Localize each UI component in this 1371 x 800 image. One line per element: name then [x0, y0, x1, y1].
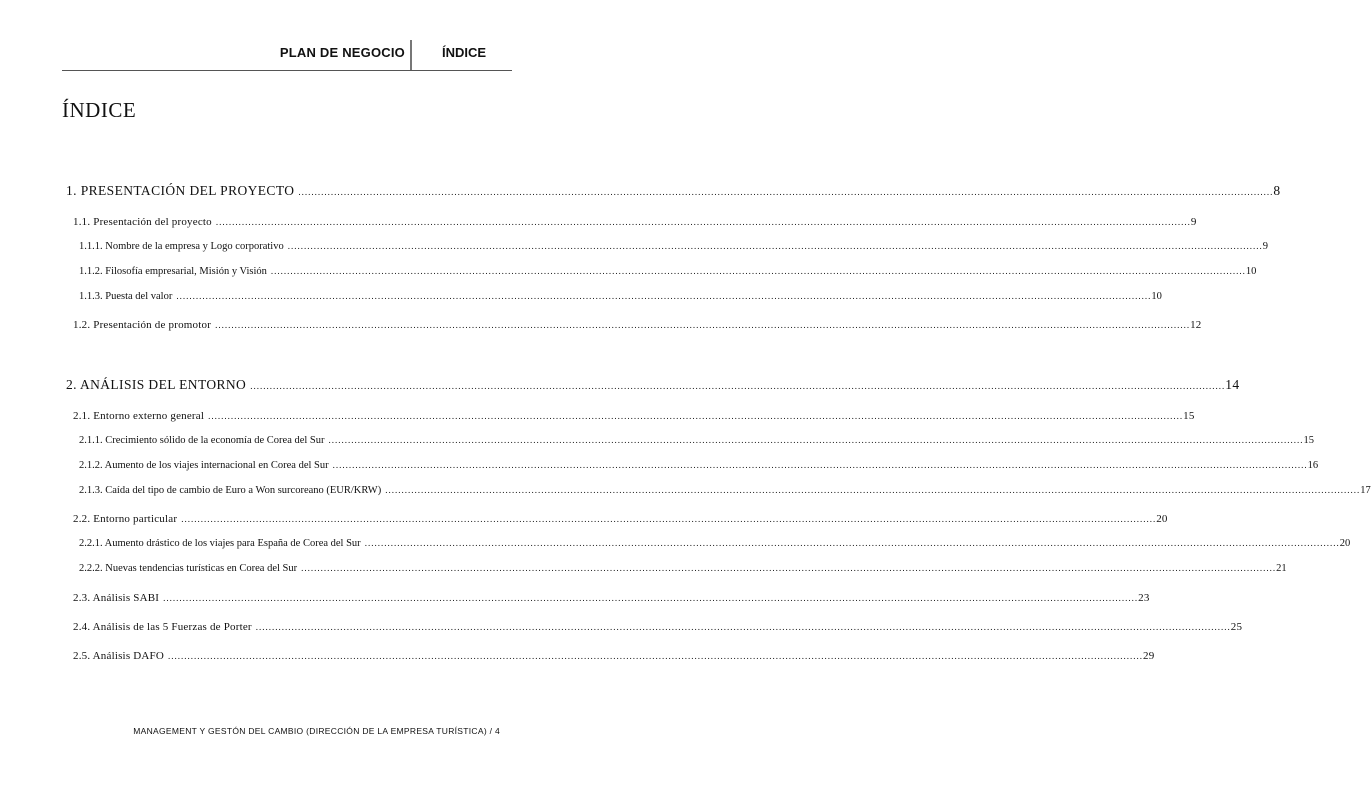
toc-entry-text: 2.4. Análisis de las 5 Fuerzas de Porter — [73, 621, 252, 633]
toc-entry-text: 1.1.3. Puesta del valor — [79, 291, 173, 302]
toc-entry-page: 16 — [1307, 460, 1319, 471]
toc-leader: ............................................................................................................................................................................................................................................................................................................ — [328, 435, 1304, 445]
toc-leader: ............................................................................................................................................................................................................................................................................................................ — [332, 460, 1308, 470]
toc-entry-text: 2.1.1. Crecimiento sólido de la economía de Corea del Sur — [79, 435, 325, 446]
toc-leader: ............................................................................................................................................................................................................................................................................................................ — [298, 187, 1274, 197]
toc-entry-page: 29 — [1143, 650, 1155, 662]
toc-entry-page: 9 — [1190, 216, 1197, 228]
toc-entry-page: 23 — [1138, 592, 1150, 604]
toc-entry-1-2[interactable] — [73, 319, 1202, 331]
toc-entry-1-1-3[interactable] — [79, 291, 1162, 302]
toc-leader: ............................................................................................................................................................................................................................................................................................................ — [215, 320, 1191, 330]
toc-entry-2[interactable] — [66, 377, 1240, 393]
toc-leader: ............................................................................................................................................................................................................................................................................................................ — [181, 514, 1157, 524]
toc-entry-text: 2.1. Entorno externo general — [73, 410, 205, 422]
toc-entry-1[interactable] — [66, 183, 1281, 199]
toc-entry-text: 1.1. Presentación del proyecto — [73, 216, 212, 228]
toc-leader: ............................................................................................................................................................................................................................................................................................................ — [208, 411, 1184, 421]
toc-leader: ............................................................................................................................................................................................................................................................................................................ — [301, 563, 1277, 573]
toc-entry-page: 15 — [1183, 410, 1195, 422]
toc-leader: ............................................................................................................................................................................................................................................................................................................ — [385, 485, 1361, 495]
toc-entry-1-1-1[interactable] — [79, 241, 1268, 252]
toc-entry-text: 1.1.1. Nombre de la empresa y Logo corporativo — [79, 241, 284, 252]
page-header — [62, 36, 512, 71]
header-document-title: PLAN DE NEGOCIO — [279, 45, 405, 60]
page-title: ÍNDICE — [62, 98, 137, 122]
toc-entry-2-4[interactable] — [73, 621, 1243, 633]
toc-entry-page: 10 — [1151, 291, 1162, 302]
toc-leader: ............................................................................................................................................................................................................................................................................................................ — [270, 266, 1246, 276]
toc-leader: ............................................................................................................................................................................................................................................................................................................ — [287, 241, 1263, 251]
toc-entry-text: 2.5. Análisis DAFO — [73, 650, 164, 662]
toc-entry-2-2[interactable] — [73, 513, 1168, 525]
toc-entry-page: 12 — [1190, 319, 1202, 331]
toc-leader: ............................................................................................................................................................................................................................................................................................................ — [364, 538, 1340, 548]
page-footer: MANAGEMENT Y GESTÓN DEL CAMBIO (DIRECCIÓN DE LA EMPRESA TURÍSTICA) / 4 — [133, 726, 500, 736]
toc-leader: ............................................................................................................................................................................................................................................................................................................ — [255, 622, 1231, 632]
toc-entry-2-2-1[interactable] — [79, 538, 1351, 549]
toc-entry-page: 17 — [1360, 485, 1371, 496]
toc-entry-text: 2.1.3. Caída del tipo de cambio de Euro a Won surcoreano (EUR/KRW) — [79, 485, 382, 496]
toc-entry-page: 14 — [1225, 377, 1240, 392]
toc-leader: ............................................................................................................................................................................................................................................................................................................ — [250, 381, 1226, 391]
toc-entry-text: 2.2. Entorno particular — [73, 513, 178, 525]
toc-entry-page: 9 — [1262, 241, 1268, 252]
toc-entry-page: 8 — [1273, 183, 1281, 198]
toc-entry-page: 10 — [1245, 266, 1257, 277]
toc-entry-text: 2.1.2. Aumento de los viajes internacional en Corea del Sur — [79, 460, 329, 471]
toc-entry-2-3[interactable] — [73, 592, 1150, 604]
toc-entry-text: 1.1.2. Filosofía empresarial, Misión y Visión — [79, 266, 267, 277]
toc-leader: ............................................................................................................................................................................................................................................................................................................ — [163, 593, 1139, 603]
toc-entry-text: 1.2. Presentación de promotor — [73, 319, 212, 331]
toc-entry-page: 25 — [1230, 621, 1243, 633]
toc-entry-text: 2. ANÁLISIS DEL ENTORNO — [66, 377, 247, 392]
header-divider — [410, 40, 412, 70]
toc-entry-page: 21 — [1276, 563, 1287, 574]
toc-entry-text: 2.2.1. Aumento drástico de los viajes para España de Corea del Sur — [79, 538, 361, 549]
toc-entry-page: 20 — [1156, 513, 1168, 525]
toc-entry-text: 2.2.2. Nuevas tendencias turísticas en Corea del Sur — [79, 563, 298, 574]
toc-entry-2-1-1[interactable] — [79, 435, 1315, 446]
toc-leader: ............................................................................................................................................................................................................................................................................................................ — [176, 291, 1152, 301]
toc-leader: ............................................................................................................................................................................................................................................................................................................ — [168, 651, 1143, 661]
header-section-title: ÍNDICE — [441, 45, 487, 60]
toc-entry-2-1[interactable] — [73, 410, 1195, 422]
toc-entry-page: 20 — [1339, 538, 1351, 549]
toc-entry-2-5[interactable] — [73, 650, 1155, 662]
toc-entry-text: 1. PRESENTACIÓN DEL PROYECTO — [66, 183, 295, 198]
toc-entry-2-1-2[interactable] — [79, 460, 1319, 471]
toc-entry-page: 15 — [1303, 435, 1315, 446]
toc-entry-1-1-2[interactable] — [79, 266, 1257, 277]
toc-entry-2-1-3[interactable] — [79, 485, 1371, 496]
toc-entry-1-1[interactable] — [73, 216, 1197, 228]
toc-leader: ............................................................................................................................................................................................................................................................................................................ — [215, 217, 1191, 227]
toc-entry-text: 2.3. Análisis SABI — [73, 592, 160, 604]
toc-entry-2-2-2[interactable] — [79, 563, 1287, 574]
